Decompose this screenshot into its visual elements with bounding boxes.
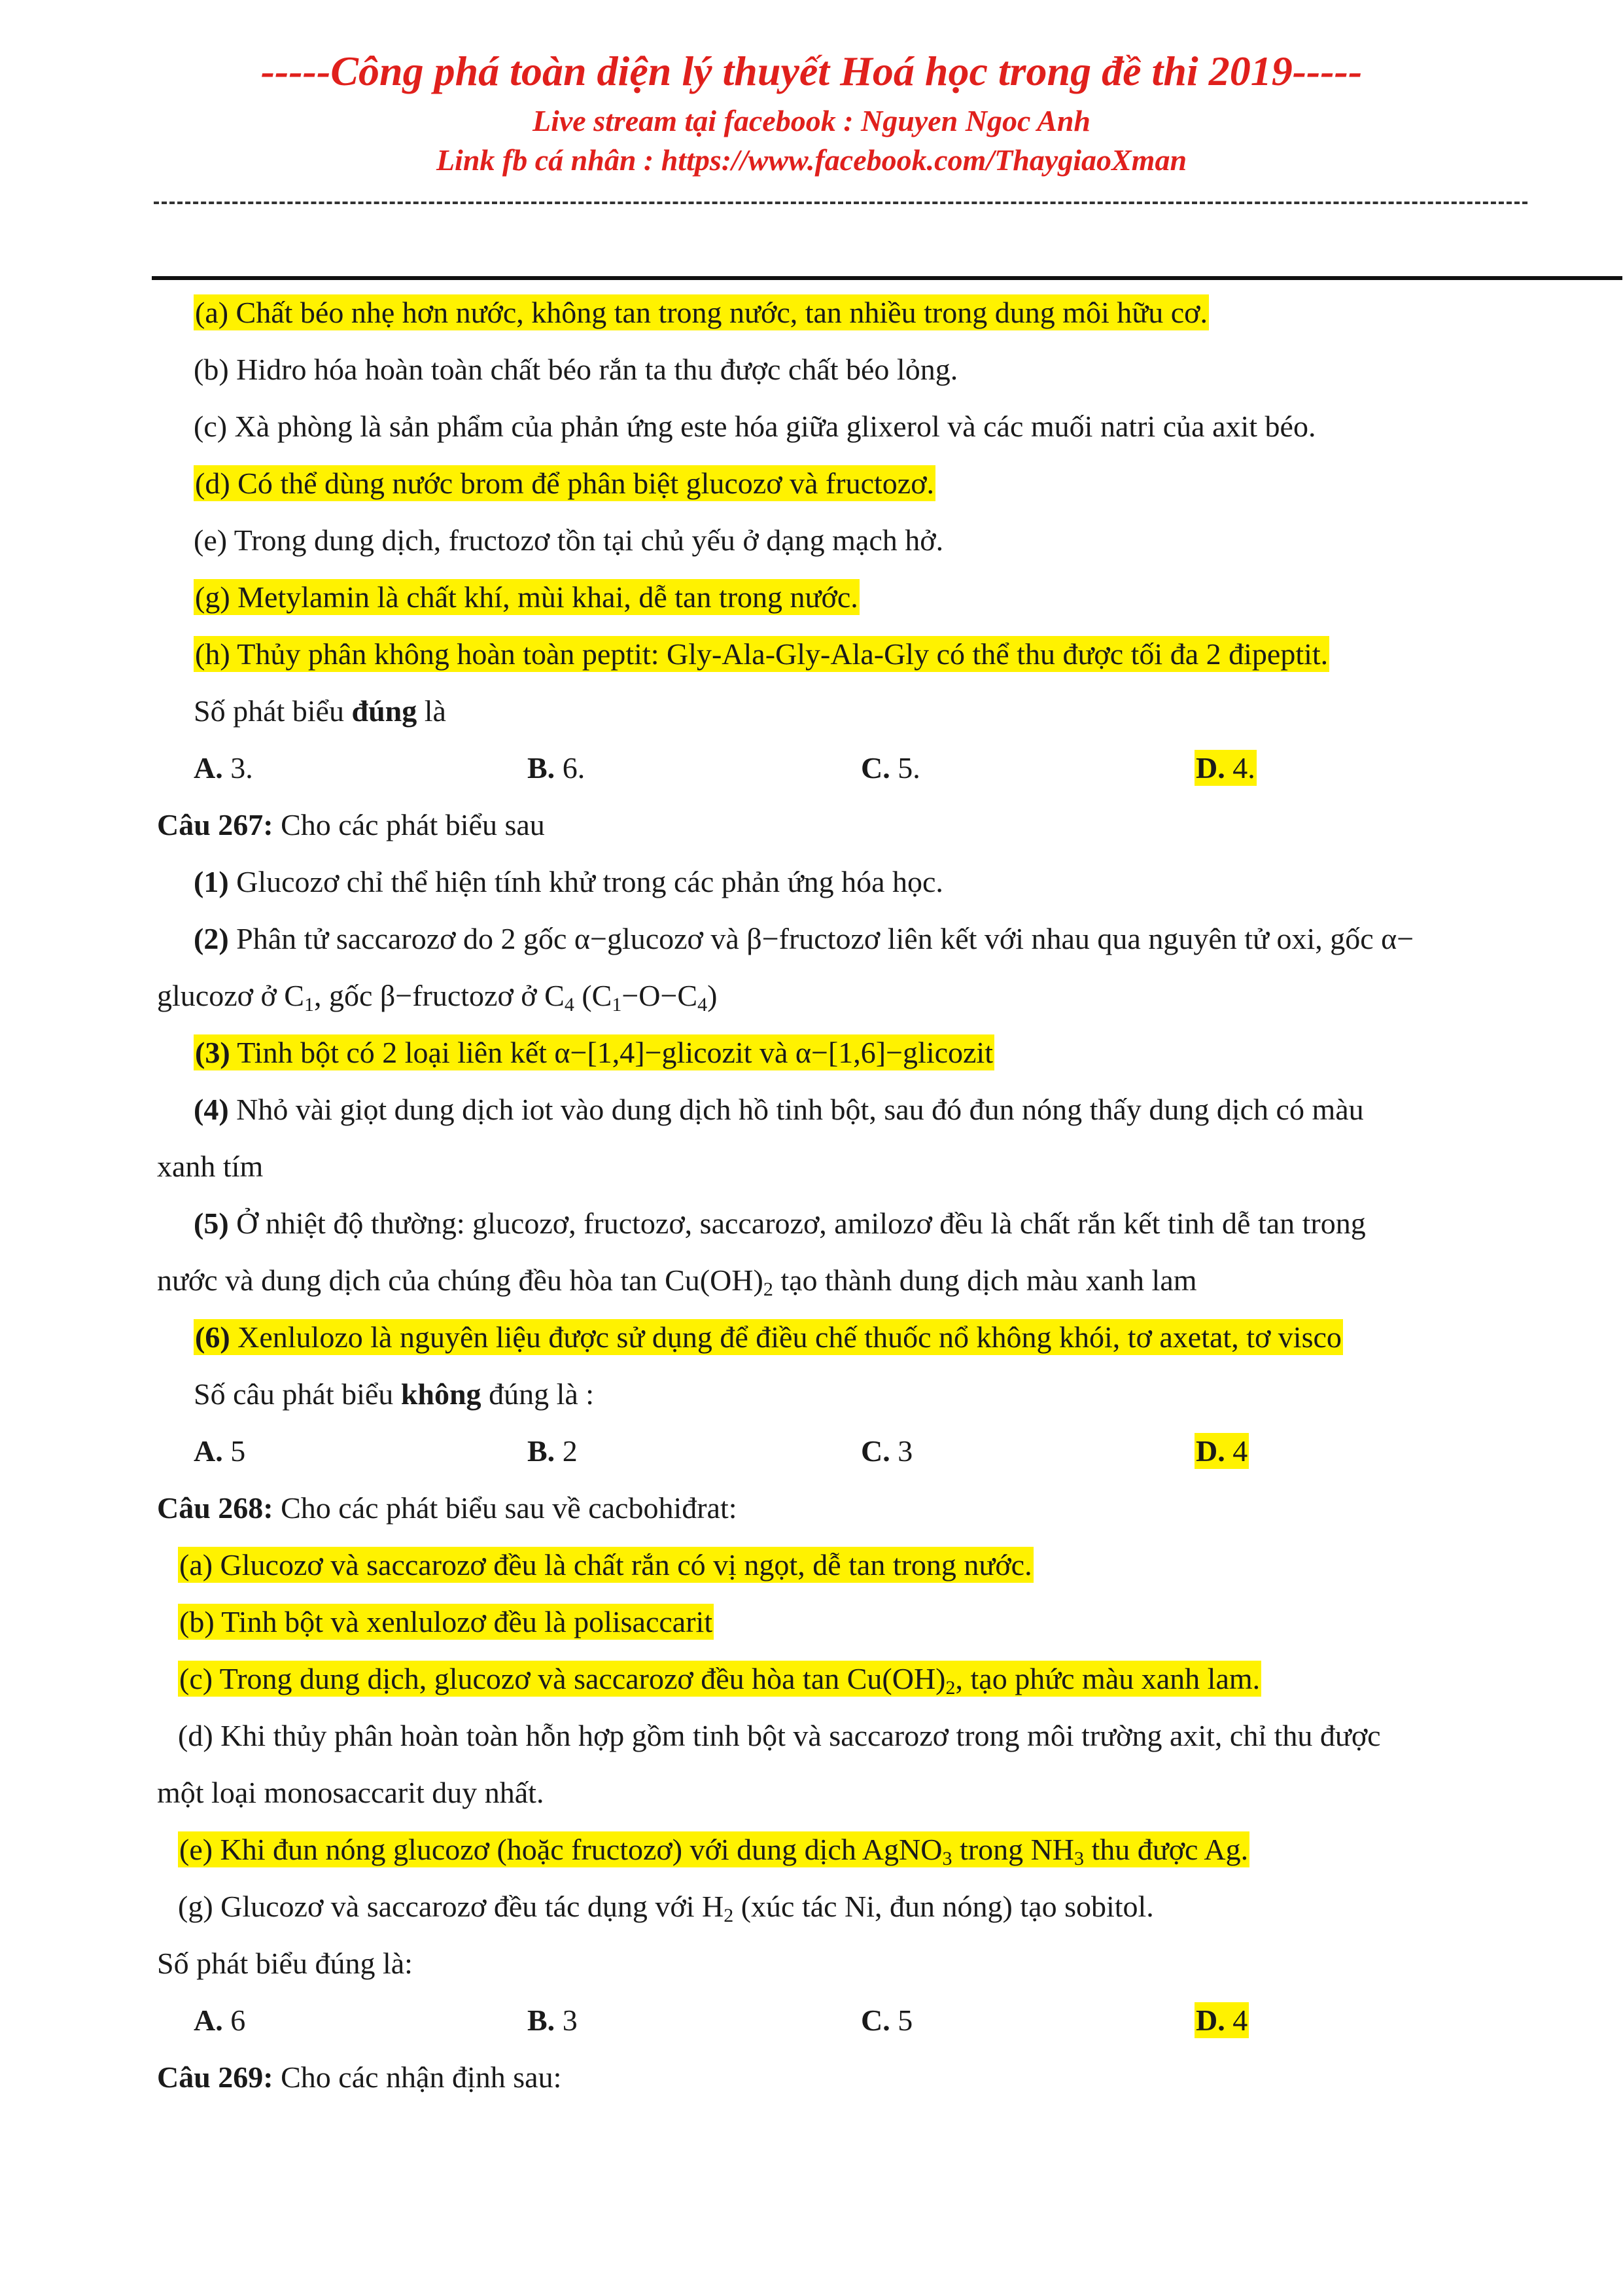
livestream-line: Live stream tại facebook : Nguyen Ngoc Anh [532, 104, 1091, 137]
statement-e: (e) Khi đun nóng glucozơ (hoặc fructozơ) với dung dịch AgNO$_3$ trong $NH_3$ thu được Ag. [179, 1833, 1249, 1869]
statement-1: (1) Glucozơ chỉ thể hiện tính khử trong các phản ứng hóa học. [194, 865, 943, 898]
option-b: B. 6. [527, 751, 585, 785]
statement-e: (e) Trong dung dịch, fructozơ tồn tại chủ yếu ở dạng mạch hở. [194, 523, 944, 557]
dashed-divider [154, 202, 1527, 204]
statement-6: (6) Xenlulozo là nguyên liệu được sử dụng để điều chế thuốc nổ không khói, tơ axetat, tơ visco [195, 1320, 1342, 1354]
statement-c: (c) Xà phòng là sản phẩm của phản ứng este hóa giữa glixerol và các muối natri của axit béo. [194, 410, 1316, 443]
question-269-heading: Câu 269: Cho các nhận định sau: [157, 2060, 562, 2094]
statement-4: (4) Nhỏ vài giọt dung dịch iot vào dung dịch hồ tinh bột, sau đó đun nóng thấy dung dịch có màu [194, 1093, 1364, 1126]
facebook-link-line: Link fb cá nhân : https://www.facebook.com/ThaygiaoXman [436, 143, 1187, 177]
statement-g: (g) Glucozơ và saccarozơ đều tác dụng với $H_2$ (xúc tác Ni, đun nóng) tạo sobitol. [178, 1890, 1154, 1926]
option-d-answer: D. 4 [1196, 2004, 1248, 2037]
statement-3: (3) Tinh bột có 2 loại liên kết α−[1,4]−glicozit và α−[1,6]−glicozit [195, 1036, 993, 1069]
statement-d: (d) Có thể dùng nước brom để phân biệt glucozơ và fructozơ. [195, 467, 935, 500]
statement-h: (h) Thủy phân không hoàn toàn peptit: Gly-Ala-Gly-Ala-Gly có thể thu được tối đa 2 đipeptit. [195, 637, 1329, 671]
question-prompt: Số câu phát biểu không đúng là : [194, 1377, 595, 1411]
option-b: B. 3 [527, 2004, 578, 2037]
option-c: C. 5. [861, 751, 920, 785]
statement-5-cont: nước và dung dịch của chúng đều hòa $\tan Cu(OH)_2$ tạo thành dung dịch màu xanh lam [157, 1263, 1197, 1300]
option-c: C. 5 [861, 2004, 913, 2037]
question-267-heading: Câu 267: Cho các phát biểu sau [157, 808, 545, 841]
statement-d-cont: một loại monosaccarit duy nhất. [157, 1776, 544, 1809]
option-c: C. 3 [861, 1434, 913, 1468]
header-rule [152, 276, 1622, 280]
statement-g: (g) Metylamin là chất khí, mùi khai, dễ tan trong nước. [195, 580, 858, 614]
statement-4-cont: xanh tím [157, 1150, 264, 1183]
statement-2: (2) Phân tử saccarozơ do 2 gốc α−glucozơ và β−fructozơ liên kết với nhau qua nguyên tử oxi, gốc α− [194, 922, 1414, 955]
statement-a: (a) Chất béo nhẹ hơn nước, không tan trong nước, tan nhiều trong dung môi hữu cơ. [195, 296, 1208, 329]
statement-c: (c) Trong dung dịch, glucozơ và saccarozơ đều hòa $\tan Cu(OH)_2$, tạo phức màu xanh lam. [179, 1662, 1261, 1699]
statement-d: (d) Khi thủy phân hoàn toàn hỗn hợp gồm tinh bột và saccarozơ trong môi trường axit, chỉ thu được [178, 1719, 1381, 1752]
statement-2-cont: glucozơ ở $C_1$, gốc β−fructozơ ở $C_4$ $(C_1-O-C_4)$ [157, 979, 718, 1016]
option-a: A. 5 [194, 1434, 246, 1468]
option-a: A. 3. [194, 751, 253, 785]
statement-5: (5) Ở nhiệt độ thường: glucozơ, fructozơ, saccarozơ, amilozơ đều là chất rắn kết tinh dễ tan trong [194, 1207, 1366, 1240]
option-a: A. 6 [194, 2004, 246, 2037]
question-prompt: Số phát biểu đúng là [194, 694, 446, 728]
question-268-heading: Câu 268: Cho các phát biểu sau về cacbohiđrat: [157, 1491, 737, 1525]
question-prompt: Số phát biểu đúng là: [157, 1947, 413, 1980]
page-title: -----Công phá toàn diện lý thuyết Hoá học trong đề thi 2019----- [260, 48, 1363, 94]
option-d-answer: D. 4 [1196, 1434, 1248, 1468]
statement-b: (b) Hidro hóa hoàn toàn chất béo rắn ta thu được chất béo lỏng. [194, 353, 958, 386]
statement-a: (a) Glucozơ và saccarozơ đều là chất rắn có vị ngọt, dễ tan trong nước. [179, 1548, 1032, 1581]
statement-b: (b) Tinh bột và xenlulozơ đều là polisaccarit [179, 1605, 713, 1638]
option-d-answer: D. 4. [1196, 751, 1255, 785]
option-b: B. 2 [527, 1434, 578, 1468]
